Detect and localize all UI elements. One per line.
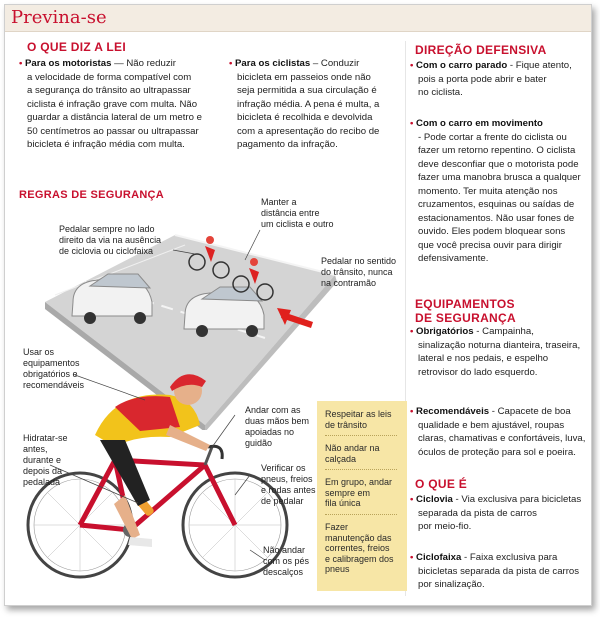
label-line: Usar os: [23, 347, 55, 357]
label-line: obrigatórios e: [23, 369, 78, 379]
label-line: descalços: [263, 567, 304, 577]
tip-manutencao: [325, 522, 405, 575]
label-line: com os pés: [263, 556, 310, 566]
oque-ciclofaixa: [410, 551, 590, 592]
obrig-line: sinalização noturna dianteira, traseira,: [418, 339, 581, 351]
label-line: do trânsito, nunca: [321, 267, 393, 277]
tip-line: manutenção das: [325, 532, 392, 543]
tip-line: sempre em: [325, 487, 371, 498]
label-line: Hidratar-se: [23, 433, 68, 443]
tip-line: e calibragem dos: [325, 553, 394, 564]
label-maos: [245, 405, 309, 449]
tip-separator: [325, 435, 397, 436]
parado-label: Com o carro parado: [416, 60, 508, 71]
section-title-regras: REGRAS DE SEGURANÇA: [19, 189, 165, 201]
label-line: distância entre: [261, 208, 320, 218]
label-pedalar-lado: [59, 224, 161, 257]
movimento-line: cruzamentos, esquinas ou saídas de: [418, 199, 575, 210]
section-title-line: EQUIPAMENTOS: [415, 297, 515, 311]
recom-label: Recomendáveis: [416, 406, 490, 417]
ciclistas-line: infração média. A pena é multa, a: [237, 98, 380, 110]
oque-ciclovia: [410, 493, 590, 534]
motoristas-line: a velocidade de forma compatível com: [27, 71, 192, 83]
movimento-line: que você precisa ouvir para dirigir: [418, 239, 562, 251]
label-line: recomendáveis: [23, 380, 85, 390]
tip-line: Em grupo, andar: [325, 477, 393, 487]
label-line: um ciclista e outro: [261, 219, 334, 229]
label-line: Verificar os: [261, 463, 306, 473]
label-line: Não andar: [263, 545, 306, 555]
label-line: Andar com as: [245, 405, 301, 415]
title-bar: [5, 5, 591, 32]
direcao-movimento: [410, 117, 590, 266]
movimento-line: ouvido. Eles podem bloquear sons: [418, 226, 566, 237]
tip-line: pneus: [325, 564, 350, 574]
parado-line: pois a porta pode abrir e bater: [418, 73, 547, 85]
tip-separator: [325, 514, 397, 515]
motoristas-line: a segurança do trânsito ao ultrapassar: [27, 85, 191, 96]
label-line: apoiadas no: [245, 427, 295, 437]
tip-line: correntes, freios: [325, 543, 390, 553]
lei-motoristas: [19, 57, 219, 152]
ciclovia-label: Ciclovia: [416, 494, 453, 505]
ciclofaixa-label: Ciclofaixa: [416, 552, 462, 563]
label-line: pneus, freios: [261, 474, 313, 484]
ciclistas-line: bicicleta em passeios onde não: [237, 71, 371, 83]
car-icon: [72, 274, 152, 324]
bullet-icon: •: [410, 326, 417, 337]
obrig-line: - Campainha,: [473, 326, 534, 337]
label-line: direito da via na ausência: [59, 235, 162, 245]
obrig-line: lateral e nos pedais, e espelho: [418, 353, 549, 364]
ciclistas-line: – Conduzir: [310, 58, 360, 69]
label-line: duas mãos bem: [245, 416, 310, 426]
infographic-frame: [4, 4, 592, 606]
equip-recomendaveis: [410, 405, 590, 459]
ciclistas-line: pagamento da infração.: [237, 139, 338, 150]
label-line: pedalada: [23, 477, 61, 487]
label-line: de pedalar: [261, 496, 304, 506]
bullet-icon: •: [410, 552, 417, 563]
bullet-icon: •: [229, 58, 236, 69]
direcao-parado: [410, 59, 590, 100]
movimento-label: Com o carro em movimento: [416, 118, 543, 129]
label-descalcos: [263, 545, 309, 578]
ciclovia-line: - Via exclusiva para bicicletas: [452, 494, 582, 505]
label-line: de ciclovia ou ciclofaixa: [59, 246, 154, 256]
tip-line: fila única: [325, 498, 361, 508]
label-line: Pedalar no sentido: [321, 256, 397, 266]
bullet-icon: •: [410, 60, 417, 71]
recom-line: qualidade e bem ajustável, roupas: [418, 419, 565, 431]
label-line: depois da: [23, 466, 63, 476]
label-line: Manter a: [261, 197, 297, 207]
tip-grupo: [325, 477, 405, 509]
movimento-line: fazer um retorno repentino. O ciclista: [418, 145, 576, 156]
obrig-line: retrovisor do lado esquerdo.: [418, 366, 538, 378]
motoristas-line: ciclista é infração grave com multa. Não: [27, 98, 198, 110]
bullet-icon: •: [19, 58, 26, 69]
ciclistas-line: bicicleta é recolhida e devolvida: [237, 112, 373, 123]
tip-separator: [325, 469, 397, 470]
label-manter-distancia: [261, 197, 334, 230]
label-verificar: [261, 463, 316, 507]
label-line: e rodas antes: [261, 485, 316, 495]
label-line: na contramão: [321, 278, 377, 288]
bullet-icon: •: [410, 494, 417, 505]
movimento-line: deve desconfiar que o motorista pode: [418, 158, 579, 170]
bullet-icon: •: [410, 118, 417, 129]
ciclofaixa-line: bicicletas separada da pista de carros: [418, 565, 580, 577]
section-title-oque: O QUE É: [415, 477, 468, 491]
motoristas-line: — Não reduzir: [111, 58, 176, 69]
ciclistas-label: Para os ciclistas: [235, 58, 311, 69]
motoristas-line: bicicleta é infração média com multa.: [27, 139, 185, 150]
ciclovia-line: separada da pista de carros: [418, 507, 537, 519]
label-line: Pedalar sempre no lado: [59, 224, 155, 234]
label-equipamentos: [23, 347, 84, 391]
movimento-line: estacionamentos. Não usar fones de: [418, 212, 575, 224]
ciclistas-line: com a apresentação do recibo de: [237, 125, 380, 137]
ciclofaixa-line: por sinalização.: [418, 579, 485, 590]
motoristas-label: Para os motoristas: [25, 58, 112, 69]
parado-line: no ciclista.: [418, 87, 463, 98]
motoristas-line: guardar a distância lateral de um metro e: [27, 112, 202, 123]
tip-leis: [325, 409, 405, 430]
tip-line: Não andar na: [325, 443, 380, 453]
movimento-line: momento. Ter muita atenção nos: [418, 185, 558, 197]
movimento-line: - Pode cortar a frente do ciclista ou: [418, 131, 567, 143]
movimento-line: fazer uma manobra brusca a qualquer: [418, 172, 581, 183]
tip-line: Fazer: [325, 522, 349, 532]
parado-line: - Fique atento,: [507, 60, 572, 71]
section-title-line: DE SEGURANÇA: [415, 311, 516, 325]
ciclistas-line: seja permitida a sua circulação é: [237, 85, 377, 96]
bullet-icon: •: [410, 406, 417, 417]
lei-ciclistas: [229, 57, 399, 152]
label-sentido-transito: [321, 256, 396, 289]
section-title-equipamentos: [415, 297, 516, 325]
tip-line: de trânsito: [325, 419, 368, 430]
label-line: durante e: [23, 455, 62, 465]
label-line: antes,: [23, 444, 48, 454]
ciclofaixa-line: - Faixa exclusiva para: [461, 552, 558, 563]
page-title: Previna-se: [11, 7, 107, 28]
section-title-direcao: DIREÇÃO DEFENSIVA: [415, 43, 547, 57]
tip-calcada: [325, 443, 405, 464]
label-hidratar: [23, 433, 68, 488]
label-line: equipamentos: [23, 358, 80, 368]
equip-obrigatorios: [410, 325, 590, 379]
ciclovia-line: por meio-fio.: [418, 521, 472, 532]
label-line: guidão: [245, 438, 273, 448]
recom-line: óculos de proteção para sol e poeira.: [418, 446, 576, 458]
section-title-lei: O QUE DIZ A LEI: [27, 40, 126, 54]
motoristas-line: 50 centímetros ao passar ou ultrapassar: [27, 125, 199, 137]
tips-box: [317, 401, 407, 591]
recom-line: - Capacete de boa: [489, 406, 571, 417]
movimento-line: defensivamente.: [418, 253, 489, 264]
tip-line: calçada: [325, 453, 357, 464]
tip-line: Respeitar as leis: [325, 409, 392, 419]
obrig-label: Obrigatórios: [416, 326, 474, 337]
recom-line: claras, chamativas e confortáveis, luva,: [418, 433, 586, 444]
